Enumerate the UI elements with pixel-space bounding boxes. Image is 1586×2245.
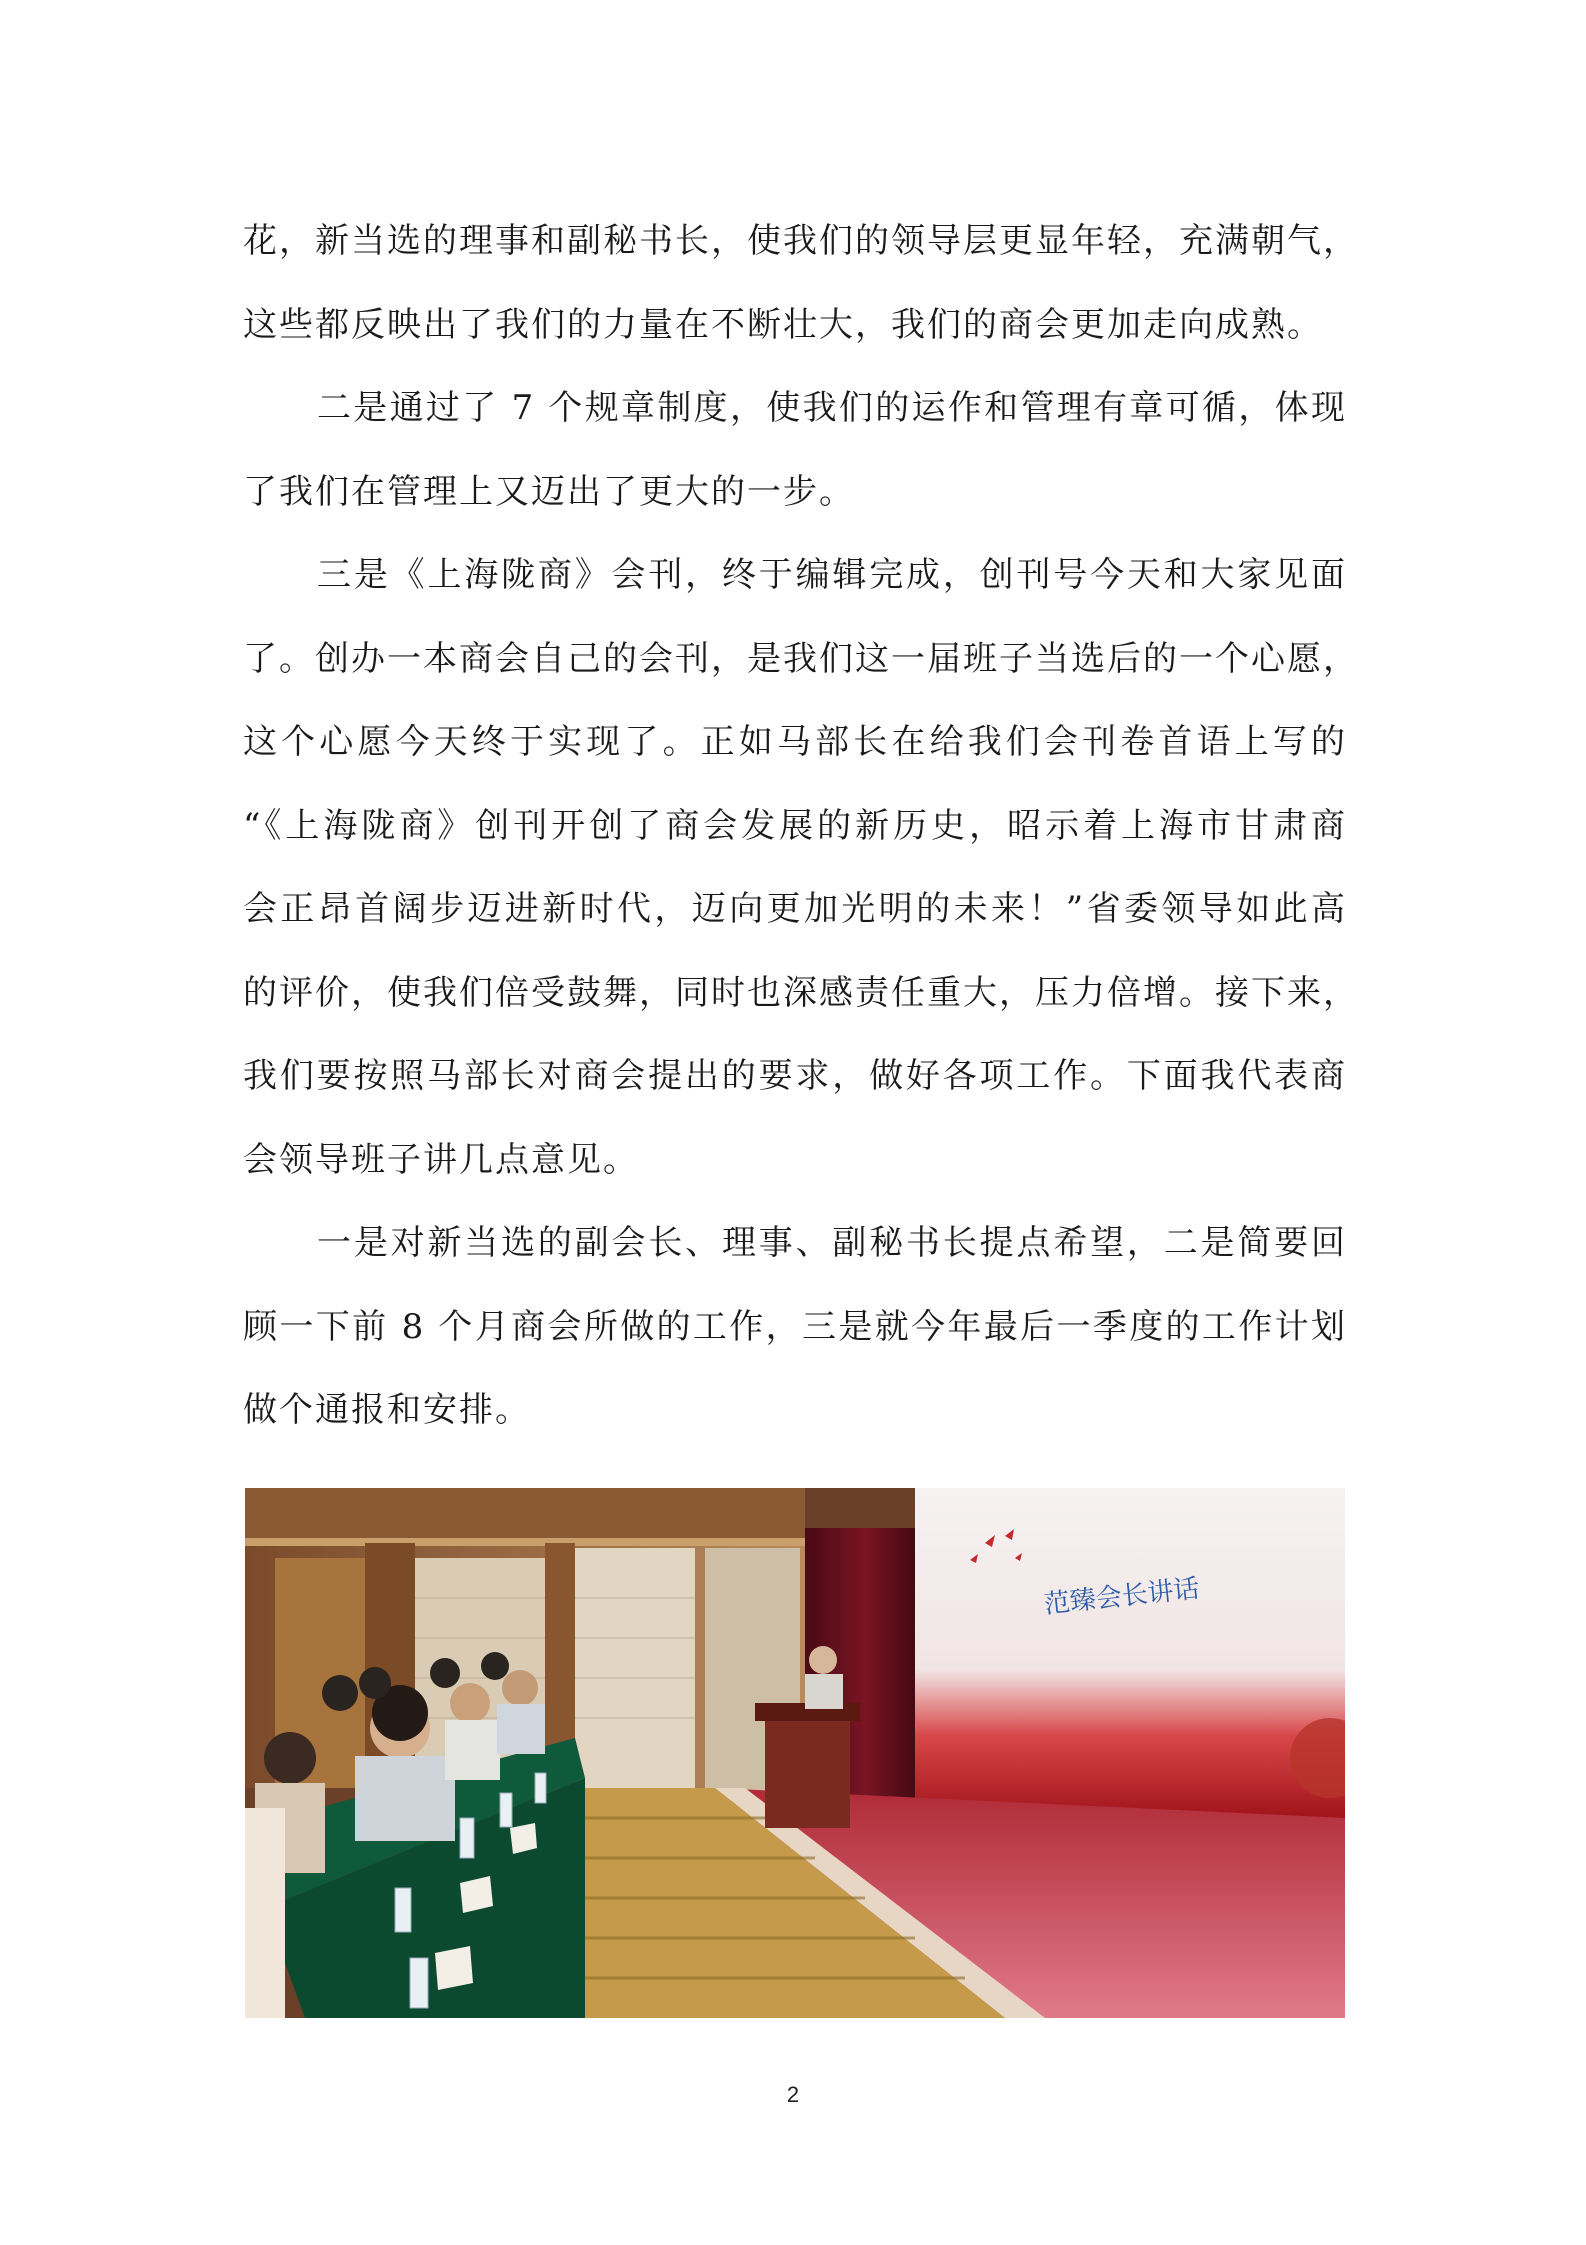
screen-caption: 范臻会长讲话	[1042, 1573, 1201, 1620]
text-line: 三是《上海陇商》会刊，终于编辑完成，创刊号今天和大家见面	[317, 555, 1347, 595]
text-line: 这些都反映出了我们的力量在不断壮大，我们的商会更加走向成熟。	[243, 304, 1323, 345]
meeting-photo	[245, 1488, 1345, 2018]
text-line: 这个心愿今天终于实现了。正如马部长在给我们会刊卷首语上写的	[243, 722, 1347, 762]
text-line: 做个通报和安排。	[243, 1390, 531, 1430]
text-line: 的评价，使我们倍受鼓舞，同时也深感责任重大，压力倍增。接下来，	[243, 972, 1359, 1013]
text-line: 会正昂首阔步迈进新时代，迈向更加光明的未来！”省委领导如此高	[243, 889, 1347, 929]
text-line: 一是对新当选的副会长、理事、副秘书长提点希望，二是简要回	[317, 1223, 1347, 1263]
body-text	[243, 200, 1359, 1453]
text-line: 顾一下前 8 个月商会所做的工作，三是就今年最后一季度的工作计划	[243, 1306, 1347, 1347]
text-line: 二是通过了 7 个规章制度，使我们的运作和管理有章可循，体现	[317, 388, 1347, 428]
text-line: 我们要按照马部长对商会提出的要求，做好各项工作。下面我代表商	[243, 1056, 1347, 1096]
text-line: “《上海陇商》创刊开创了商会发展的新历史，昭示着上海市甘肃商	[243, 805, 1347, 846]
page-number: 2	[786, 2082, 800, 2107]
text-line: 花，新当选的理事和副秘书长，使我们的领导层更显年轻，充满朝气，	[243, 221, 1359, 261]
text-line: 了。创办一本商会自己的会刊，是我们这一届班子当选后的一个心愿，	[243, 638, 1359, 679]
text-line: 了我们在管理上又迈出了更大的一步。	[243, 471, 855, 512]
text-line: 会领导班子讲几点意见。	[243, 1139, 639, 1180]
